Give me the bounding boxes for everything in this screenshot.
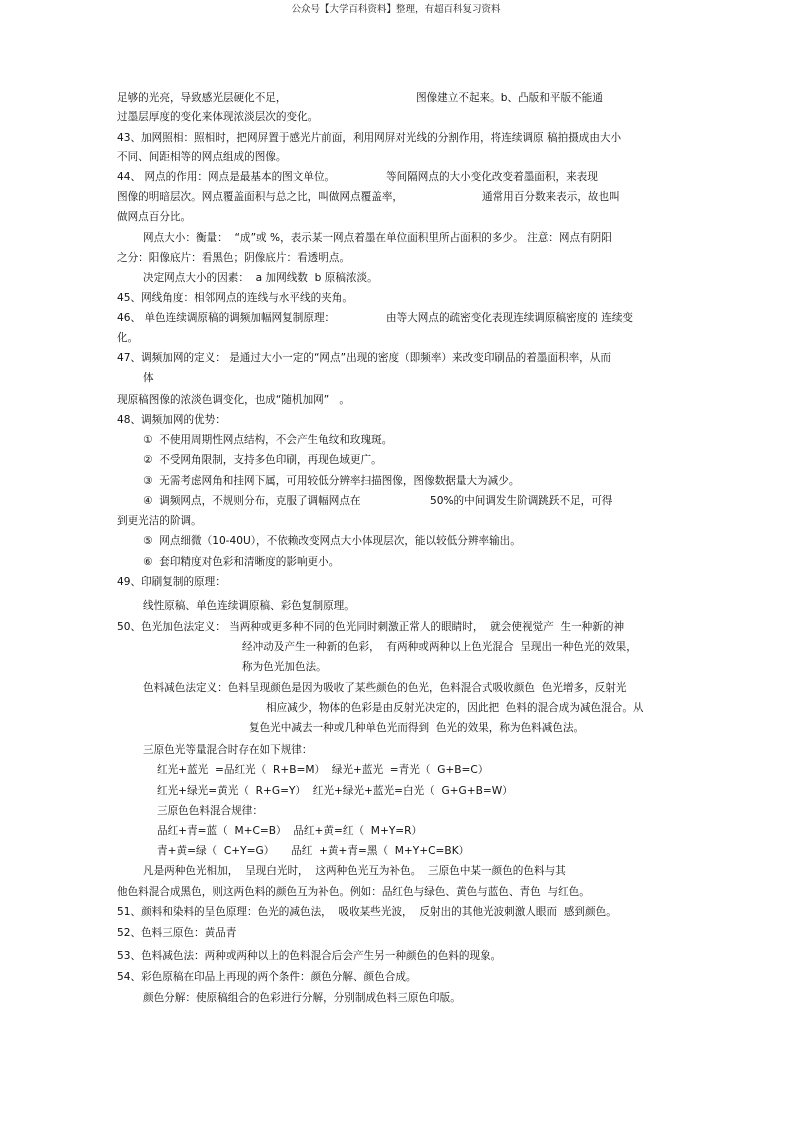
- text-segment: 50、色光加色法定义： 当两种或更多种不同的色光同时刺激正常人的眼睛时， 就会使视觉产 生一种新的神: [117, 621, 625, 633]
- text-segment: 图像的明暗层次。网点覆盖面积与总之比，叫做网点覆盖率，: [117, 191, 404, 203]
- text-segment: 足够的光亮，导致感光层硬化不足，: [117, 92, 287, 104]
- text-segment: 经冲动及产生一种新的色彩， 有两种或两种以上色光混合 呈现出一种色光的效果，: [242, 641, 637, 653]
- text-segment: 凡是两种色光相加， 呈现白光时， 这两种色光互为补色。 三原色中某一颜色的色料与其: [143, 865, 566, 877]
- text-segment: 45、网线角度：相邻网点的连线与水平线的夹角。: [117, 292, 353, 304]
- text-segment: 47、调频加网的定义： 是通过大小一定的“网点”出现的密度（即频率）来改变印刷品的着墨面积率，从而: [117, 352, 611, 364]
- text-segment: 之分：阳像底片：看黑色；阴像底片：看透明点。: [117, 252, 351, 264]
- text-segment: 由等大网点的疏密变化表现连续调原稿密度的 连续变: [386, 312, 634, 324]
- text-segment: 复色光中减去一种或几种单色光而得到 色光的效果，称为色料减色法。: [249, 722, 585, 734]
- text-segment: 化。: [117, 332, 139, 344]
- text-segment: ③ 无需考虑网角和挂网下属，可用较低分辨率扫描图像，图像数据量大为减少。: [143, 475, 520, 487]
- text-segment: 体: [143, 372, 154, 384]
- text-segment: 54、彩色原稿在印品上再现的两个条件：颜色分解、颜色合成。: [117, 971, 417, 983]
- text-segment: 43、加网照相：照相时，把网屏置于感光片前面，利用网屏对光线的分割作用，将连续调原 稿拍摄成由大小: [117, 132, 622, 144]
- text-segment: 现原稿图像的浓淡色调变化，也成“随机加网” 。: [117, 394, 350, 406]
- text-segment: 他色料混合成黑色，则这两色料的颜色互为补色。例如：品红色与绿色、黄色与蓝色、青色 与红色。: [117, 886, 590, 898]
- text-segment: 三原色色料混合规律：: [157, 805, 263, 817]
- text-segment: 网点大小：衡量： “成”或 %，表示某一网点着墨在单位面积里所占面积的多少。 注意：网点有阴阳: [143, 232, 612, 244]
- text-segment: 称为色光加色法。: [242, 661, 327, 673]
- text-segment: 51、颜料和染料的呈色原理：色光的减色法， 吸收某些光波， 反射出的其他光波刺激人眼而 感到颜色。: [117, 906, 617, 918]
- text-segment: 通常用百分数来表示，故也叫: [482, 191, 620, 203]
- text-segment: 做网点百分比。: [117, 211, 192, 223]
- text-segment: 品红+青=蓝（ M+C=B） 品红+黄=红（ M+Y=R）: [157, 825, 423, 837]
- text-segment: ⑥ 套印精度对色彩和清晰度的影响更小。: [143, 556, 340, 568]
- text-segment: 决定网点大小的因素： a 加网线数 b 原稿浓淡。: [143, 272, 378, 284]
- text-segment: ② 不受网角限制，支持多色印刷，再现色域更广。: [143, 454, 382, 466]
- text-segment: ① 不使用周期性网点结构，不会产生龟纹和玫瑰斑。: [143, 434, 393, 446]
- text-segment: ⑤ 网点细微（10-40U），不依赖改变网点大小体现层次，能以较低分辨率输出。: [143, 535, 521, 547]
- text-segment: 相应减少，物体的色彩是由反射光决定的，因此把 色料的混合成为减色混合。从: [266, 702, 644, 714]
- text-segment: 红光+蓝光 =品红光（ R+B=M） 绿光+蓝光 =青光（ G+B=C）: [157, 764, 489, 776]
- text-segment: 52、色料三原色：黄品青: [117, 927, 237, 939]
- text-segment: 青+黄=绿（ C+Y=G） 品红 +黄+青=黑（ M+Y+C=BK）: [157, 845, 470, 857]
- text-segment: 等间隔网点的大小变化改变着墨面积，来表现: [386, 171, 598, 183]
- text-segment: 三原色光等量混合时存在如下规律：: [143, 744, 313, 756]
- text-segment: 不同、间距相等的网点组成的图像。: [117, 151, 287, 163]
- text-segment: 46、 单色连续调原稿的调频加幅网复制原理：: [117, 312, 336, 324]
- text-segment: 线性原稿、单色连续调原稿、彩色复制原理。: [143, 600, 355, 612]
- text-segment: 红光+绿光=黄光（ R+G=Y） 红光+绿光+蓝光=白光（ G+G+B=W）: [157, 785, 513, 797]
- text-segment: 颜色分解：使原稿组合的色彩进行分解，分别制成色料三原色印版。: [143, 992, 461, 1004]
- text-segment: 到更光洁的阶调。: [117, 515, 202, 527]
- text-segment: 44、 网点的作用：网点是最基本的图文单位。: [117, 171, 336, 183]
- text-segment: 过墨层厚度的变化来体现浓淡层次的变化。: [117, 111, 319, 123]
- text-segment: 50%的中间调发生阶调跳跃不足，可得: [430, 495, 613, 507]
- text-segment: 48、调频加网的优势：: [117, 414, 226, 426]
- text-segment: 图像建立不起来。b、凸版和平版不能通: [416, 92, 603, 104]
- text-segment: 色料减色法定义：色料呈现颜色是因为吸收了某些颜色的色光，色料混合式吸收颜色 色光增多，反射光: [143, 682, 627, 694]
- page-header: 公众号【大学百科资料】整理，有超百科复习资料: [291, 4, 501, 15]
- text-segment: 53、色料减色法：两种或两种以上的色料混合后会产生另一种颜色的色料的现象。: [117, 950, 502, 962]
- text-segment: 49、印刷复制的原理：: [117, 576, 226, 588]
- text-segment: ④ 调频网点，不规则分布，克服了调幅网点在: [143, 495, 361, 507]
